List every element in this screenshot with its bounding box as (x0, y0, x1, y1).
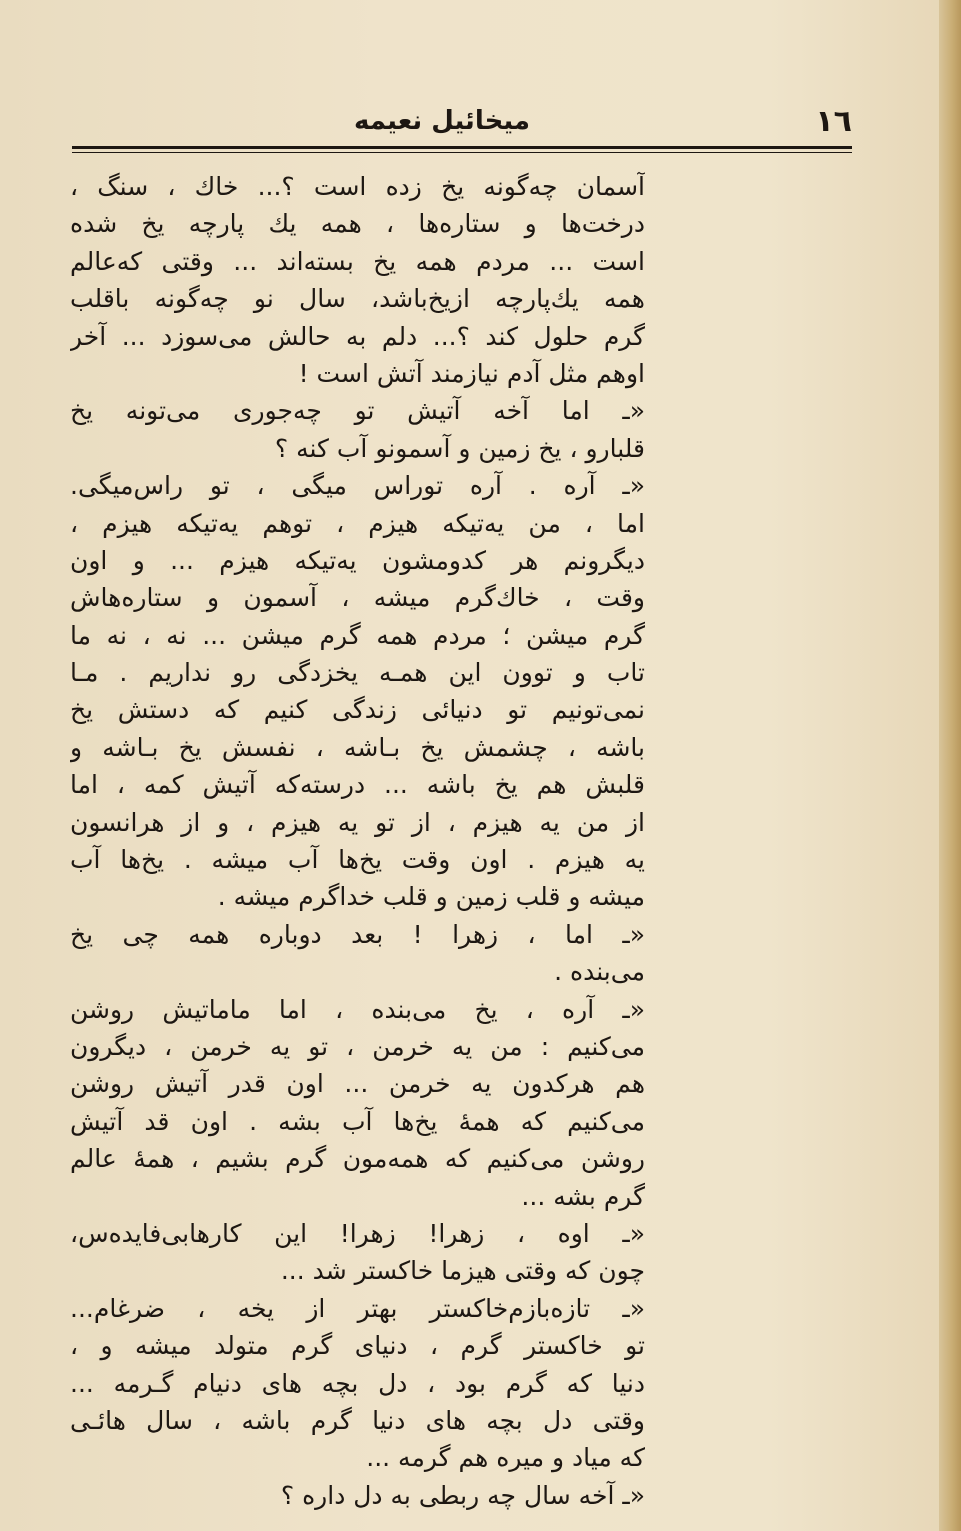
text-line: می‌کنیم که همهٔ یخ‌ها آب بشه . اون قد آتیش (70, 1106, 645, 1136)
text-line: تاب و توون این همـه یخزدگی رو نداریم . مـا (70, 658, 645, 688)
text-line: باشه ، چشمش یخ بـاشه ، نفسش یخ بـاشه و (70, 732, 645, 762)
text-line: «ـ آره ، یخ می‌بنده ، اما ماما‌تیش روشن (70, 994, 645, 1024)
text-line: درخت‌ها و ستاره‌ها ، همه يك پارچه یخ شده (70, 209, 645, 239)
text-line: که میاد و میره هم گرمه ... (366, 1443, 645, 1473)
text-line: همه يك‌پارچه ازیخ‌باشد، سال نو چه‌گونه باقلب (70, 284, 645, 314)
text-line: «ـ اما آخه آتیش تو چه‌جوری می‌تونه یخ (70, 396, 645, 426)
text-line: هم هرکدون یه خرمن ... اون قدر آتیش روشن (70, 1069, 645, 1099)
text-line: وقت ، خاك‌گرم میشه ، آسمون و ستاره‌هاش (70, 583, 645, 613)
text-line: «ـ اوه ، زهرا! زهرا! این کارهابی‌فایده‌س، (70, 1218, 645, 1248)
text-line: تو خاکستر گرم ، دنیای گرم متولد میشه و ، (70, 1331, 645, 1361)
text-line: «ـ اما ، زهرا ! بعد دوباره همه چی یخ (70, 919, 645, 949)
text-line: گرم بشه ... (521, 1181, 645, 1211)
text-line: میشه و قلب زمین و قلب خداگرم میشه . (217, 882, 645, 912)
text-line: دنیا که گرم بود ، دل بچه های دنیام گـرمه ... (70, 1368, 645, 1398)
text-line: گرم میشن ؛ مردم همه گرم میشن ... نه ، نه ما (70, 620, 645, 650)
page-number: ١٦ (815, 104, 852, 139)
text-line: «ـ آره . آره توراس میگی ، تو راس‌میگی. (70, 471, 645, 501)
text-line: قلبارو ، یخ زمین و آسمونو آب کنه ؟ (274, 433, 645, 463)
text-line: است ... مردم همه یخ بسته‌اند ... وقتی که‌عالم (70, 246, 645, 276)
text-line: «ـ تازه‌بازم‌خاکستر بهتر از یخه ، ضرغام... (70, 1293, 645, 1323)
header-rule (72, 146, 852, 149)
page-edge (939, 0, 961, 1531)
text-line: می‌بنده . (554, 957, 645, 987)
text-line: قلبش هم یخ باشه ... درسته‌که آتیش کمه ، اما (70, 770, 645, 800)
text-line: گرم حلول کند ؟... دلم به حالش می‌سوزد ... آخر (70, 321, 645, 351)
text-line: می‌کنیم : من یه خرمن ، تو یه خرمن ، دیگرون (70, 1031, 645, 1061)
text-line: «ـ آخه سال چه ربطی به دل داره ؟ (280, 1480, 645, 1510)
text-line: روشن می‌کنیم که همه‌مون گرم بشیم ، همهٔ عالم (70, 1144, 645, 1174)
text-line: یه هیزم . اون وقت یخ‌ها آب میشه . یخ‌ها آب (70, 845, 645, 875)
text-line: چون که وقتی هیزما خاکستر شد ... (280, 1256, 645, 1286)
body-text (70, 168, 645, 1514)
running-title: میخائیل نعیمه (353, 106, 531, 136)
text-line: وقتی دل بچه های دنیا گرم باشه ، سال هائـی (70, 1405, 645, 1435)
page-header (72, 100, 852, 144)
text-line: نمی‌تونیم تو دنیائی زندگی کنیم که دستش یخ (70, 695, 645, 725)
text-line: آسمان چه‌گونه یخ زده است ؟... خاك ، سنگ ، (70, 172, 645, 201)
text-line: اوهم مثل آدم نیازمند آتش است ! (298, 358, 645, 388)
text-line: اما ، من یه‌تیکه هیزم ، توهم یه‌تیکه هیزم ، (70, 508, 645, 538)
text-line: دیگرونم هر کدومشون یه‌تیکه هیزم ... و اون (70, 545, 645, 575)
text-line: از من یه هیزم ، از تو یه هیزم ، و از هرانسون (70, 807, 645, 837)
header-rule-thin (72, 152, 852, 153)
